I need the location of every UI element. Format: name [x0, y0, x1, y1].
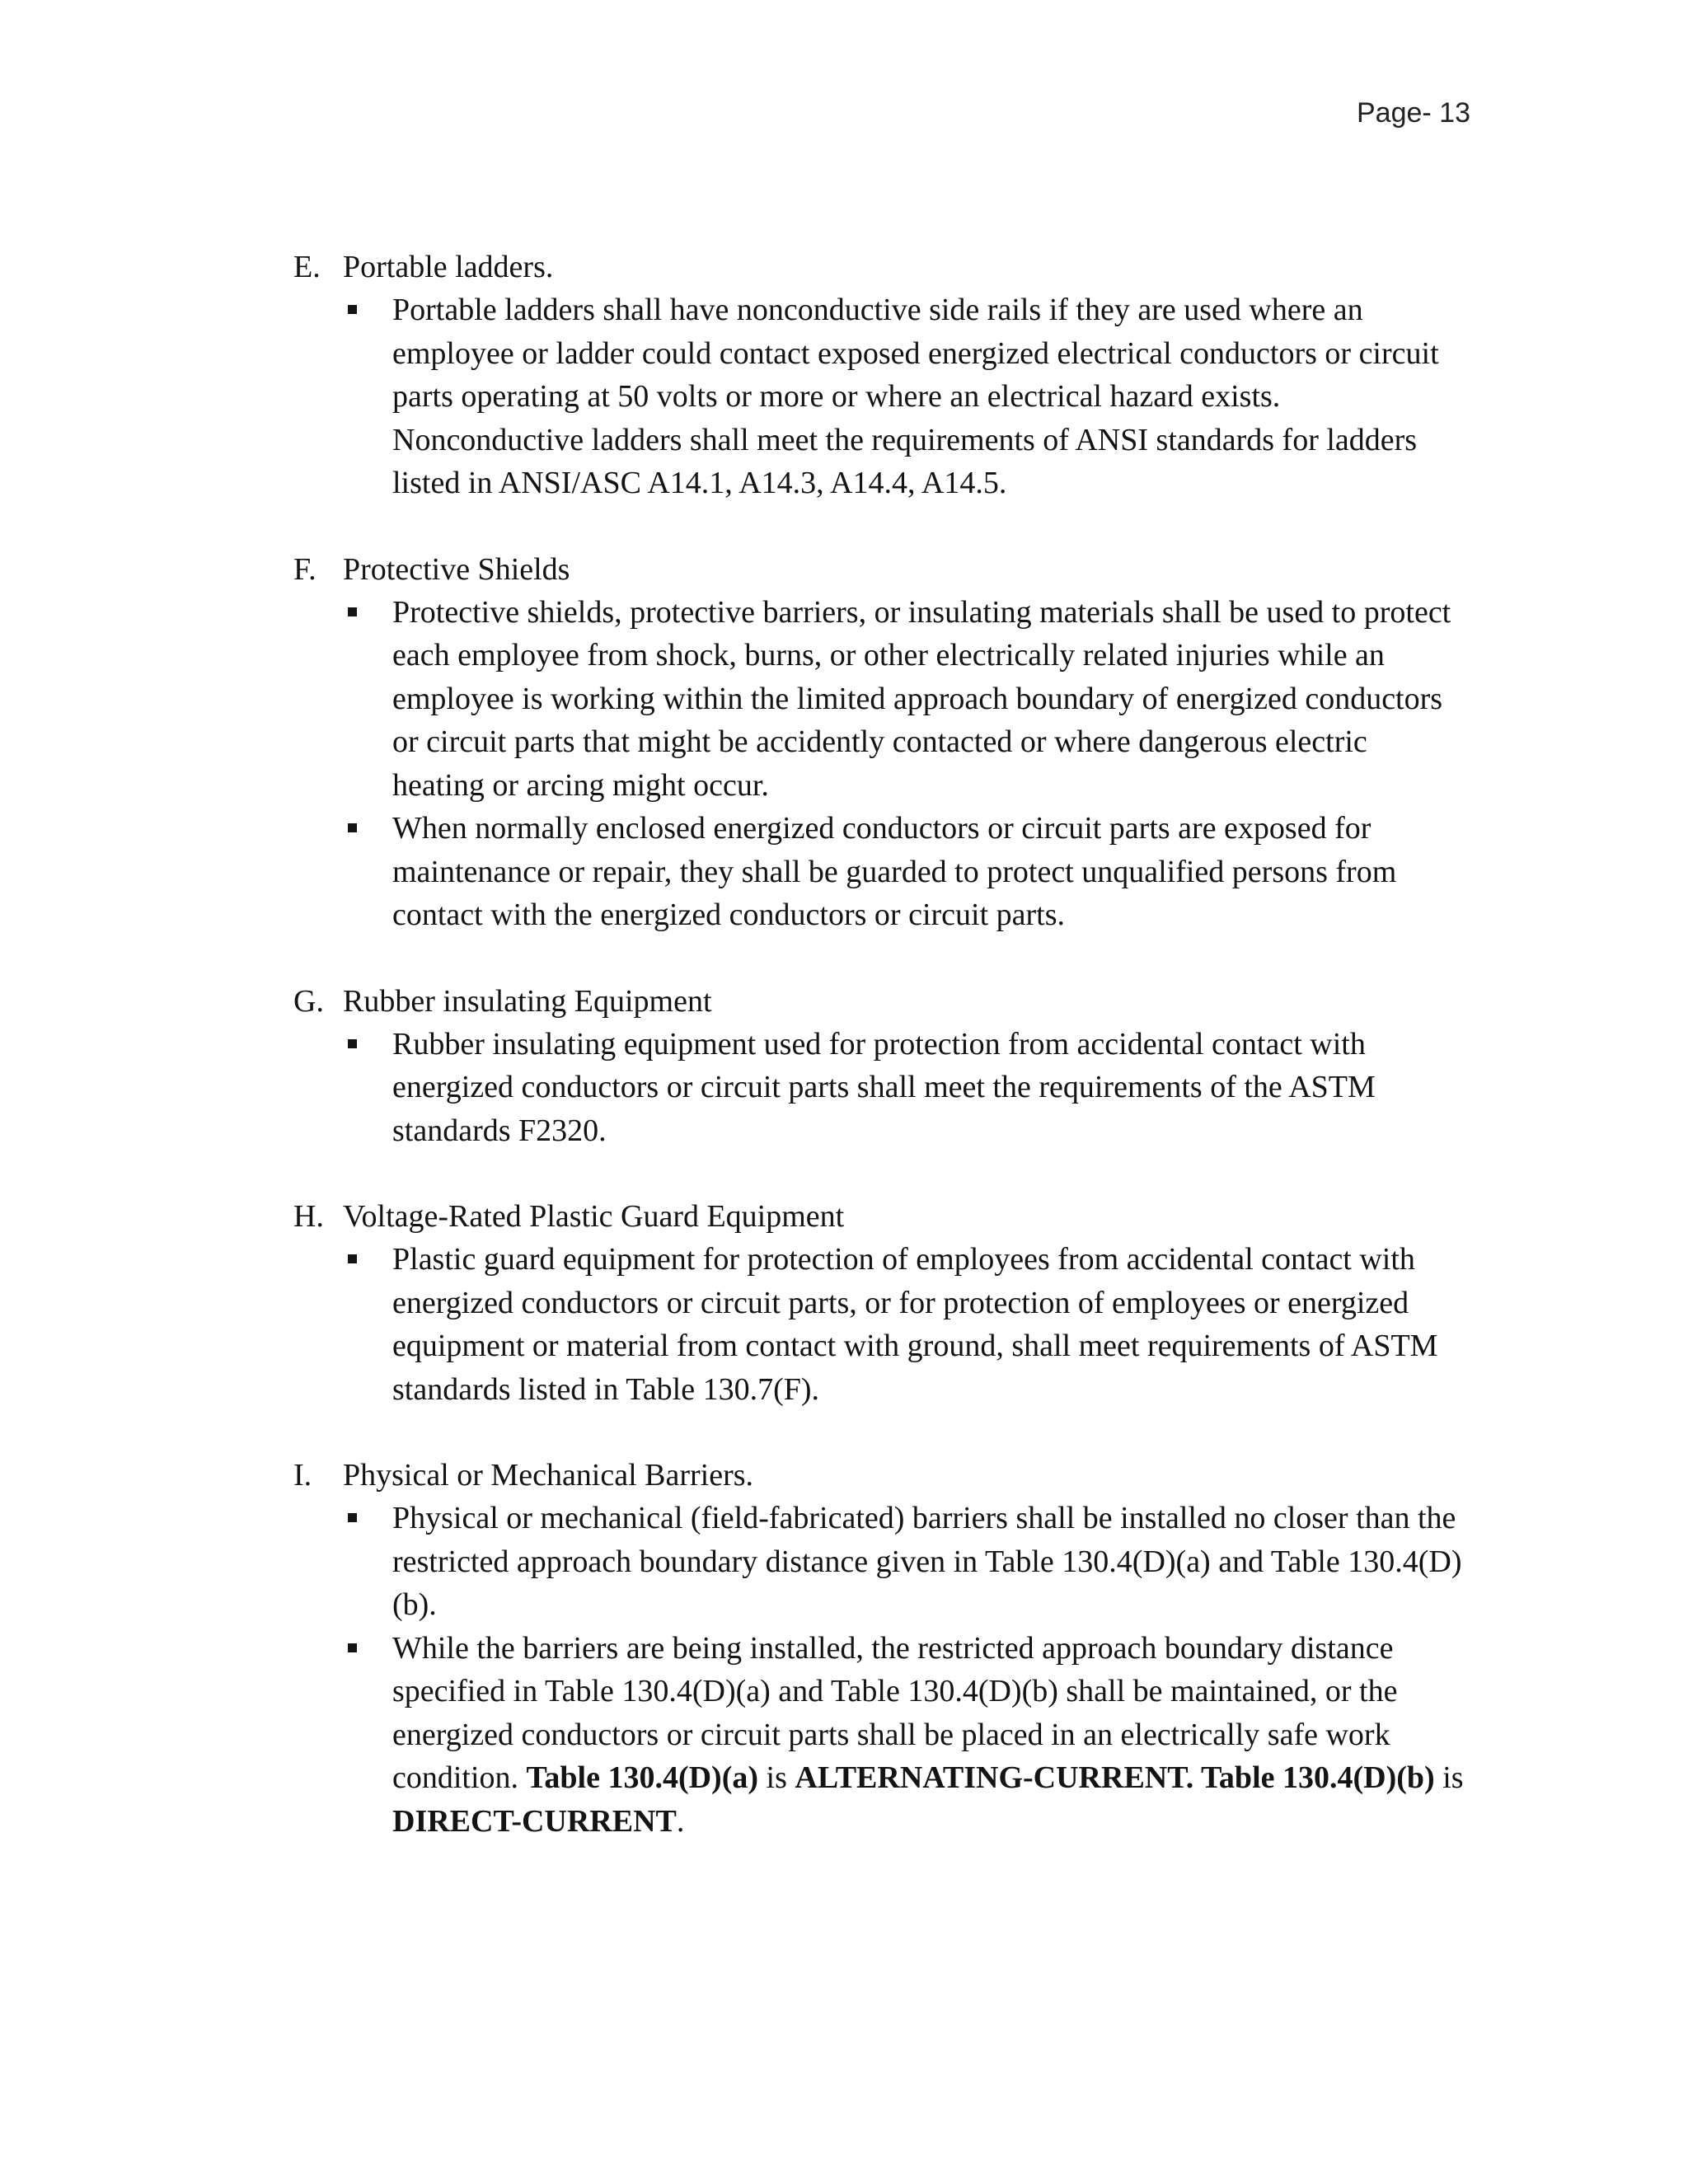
- text-run: is: [1434, 1760, 1464, 1795]
- section-letter: I.: [293, 1458, 312, 1493]
- section-letter: F.: [293, 551, 316, 587]
- bold-text-run: DIRECT-CURRENT: [392, 1803, 677, 1839]
- bullet-list: [293, 288, 1464, 505]
- section-heading: [293, 1195, 1464, 1238]
- bullet-item: [293, 1023, 1464, 1153]
- bullet-text: [392, 1497, 1464, 1627]
- section-heading: [293, 980, 1464, 1023]
- section-letter: E.: [293, 250, 321, 284]
- bullet-list: [293, 591, 1464, 937]
- text-run: Portable ladders shall have nonconductive side rails if they are used where an employee or ladder could contact exposed energized electrical conductors or circuit parts operating at 50 volts or more or where an electrical hazard exists. Nonconductive ladders shall meet the requirements of ANSI standards for ladders listed in ANSI/ASC A14.1, A14.3, A14.4, A14.5.: [392, 293, 1439, 500]
- section-title: Portable ladders.: [343, 250, 554, 284]
- square-bullet-icon: [293, 288, 392, 505]
- bold-text-run: ALTERNATING-CURRENT. Table 130.4(D)(b): [795, 1760, 1435, 1795]
- section-heading: [293, 1454, 1464, 1497]
- section-1: [293, 548, 1464, 937]
- text-run: .: [676, 1803, 685, 1839]
- section-title: Physical or Mechanical Barriers.: [343, 1458, 754, 1493]
- text-run: Physical or mechanical (field-fabricated) barriers shall be installed no closer than the restricted approach boundary distance given in Table 130.4(D)(a) and Table 130.4(D)(b).: [392, 1501, 1462, 1622]
- bullet-text: [392, 591, 1464, 808]
- section-title: Voltage-Rated Plastic Guard Equipment: [343, 1199, 845, 1234]
- bullet-list: [293, 1023, 1464, 1153]
- bold-text-run: Table 130.4(D)(a): [526, 1760, 759, 1795]
- section-title: Rubber insulating Equipment: [343, 983, 712, 1019]
- bullet-list: [293, 1497, 1464, 1843]
- section-2: [293, 980, 1464, 1153]
- text-run: While the barriers are being installed, the restricted approach boundary distance specified in Table 130.4(D)(a) and Table 130.4(D)(b) shall be maintained, or the energized conductors or circuit parts shall be placed in an electrically safe work condition.: [392, 1630, 1398, 1795]
- bullet-item: [293, 807, 1464, 937]
- section-heading: [293, 246, 1464, 288]
- bullet-list: [293, 1238, 1464, 1411]
- section-letter: H.: [293, 1199, 324, 1234]
- square-bullet-icon: [293, 591, 392, 808]
- bullet-item: [293, 591, 1464, 808]
- square-bullet-icon: [293, 1023, 392, 1153]
- page-number: Page- 13: [1357, 97, 1470, 129]
- bullet-item: [293, 1238, 1464, 1411]
- bullet-item: [293, 1497, 1464, 1627]
- section-4: [293, 1454, 1464, 1843]
- text-run: is: [758, 1760, 795, 1795]
- bullet-item: [293, 288, 1464, 505]
- section-letter: G.: [293, 983, 324, 1019]
- square-bullet-icon: [293, 1238, 392, 1411]
- text-run: Plastic guard equipment for protection of employees from accidental contact with energized conductors or circuit parts, or for protection of employees or energized equipment or material from contact with ground, shall meet requirements of ASTM standards listed in Table 130.7(F).: [392, 1242, 1438, 1407]
- section-heading: [293, 548, 1464, 591]
- text-run: Protective shields, protective barriers, or insulating materials shall be used to protect each employee from shock, burns, or other electrically related injuries while an employee is working within the limited approach boundary of energized conductors or circuit parts that might be accidently contacted or where dangerous electric heating or arcing might occur.: [392, 594, 1451, 803]
- text-run: When normally enclosed energized conductors or circuit parts are exposed for maintenance or repair, they shall be guarded to protect unqualified persons from contact with the energized conductors or circuit parts.: [392, 811, 1397, 932]
- text-run: Rubber insulating equipment used for protection from accidental contact with energized conductors or circuit parts shall meet the requirements of the ASTM standards F2320.: [392, 1026, 1376, 1148]
- bullet-text: [392, 807, 1464, 937]
- bullet-text: [392, 1238, 1464, 1411]
- bullet-text: [392, 1023, 1464, 1153]
- square-bullet-icon: [293, 1627, 392, 1844]
- square-bullet-icon: [293, 1497, 392, 1627]
- bullet-text: [392, 288, 1464, 505]
- section-3: [293, 1195, 1464, 1411]
- section-title: Protective Shields: [343, 551, 570, 587]
- section-0: [293, 246, 1464, 505]
- bullet-item: [293, 1627, 1464, 1844]
- square-bullet-icon: [293, 807, 392, 937]
- bullet-text: [392, 1627, 1464, 1844]
- document-body: [293, 246, 1464, 1886]
